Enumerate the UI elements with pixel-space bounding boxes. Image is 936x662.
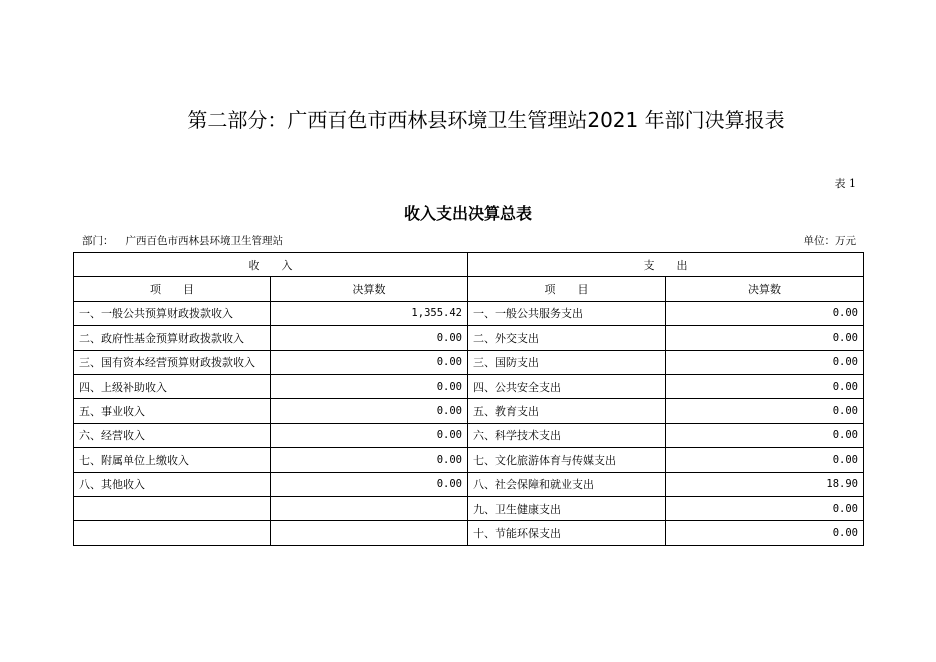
- department-name: 广西百色市西林县环境卫生管理站: [125, 235, 283, 247]
- table-title: 收入支出决算总表: [403, 204, 532, 223]
- expense-amount-cell: 0.00: [666, 448, 864, 472]
- expense-amount-cell: 0.00: [666, 399, 864, 423]
- expense-amount-cell: 0.00: [666, 326, 864, 350]
- income-amount-cell: 0.00: [271, 423, 468, 447]
- table-row: [74, 374, 864, 398]
- expense-amount-cell: 0.00: [666, 374, 864, 398]
- expense-item-cell: 九、卫生健康支出: [468, 496, 666, 520]
- income-amount-cell: 0.00: [271, 399, 468, 423]
- expense-amount-cell: 0.00: [666, 496, 864, 520]
- income-item-cell: [74, 521, 271, 545]
- header-row-group: [74, 253, 864, 277]
- department-line: [82, 233, 283, 248]
- table-row: [74, 326, 864, 350]
- expense-amount-cell: 18.90: [666, 472, 864, 496]
- expense-amount-cell: 0.00: [666, 423, 864, 447]
- income-item-cell: 六、经营收入: [74, 423, 271, 447]
- income-amount-cell: [271, 521, 468, 545]
- income-amount-cell: 0.00: [271, 472, 468, 496]
- expense-amount-header: 决算数: [666, 277, 864, 301]
- income-amount-cell: 1,355.42: [271, 301, 468, 325]
- unit-label: 单位：万元: [803, 235, 856, 247]
- income-item-cell: 五、事业收入: [74, 399, 271, 423]
- expense-item-cell: 三、国防支出: [468, 350, 666, 374]
- table-row: [74, 521, 864, 545]
- expense-header: 支 出: [468, 253, 864, 277]
- income-amount-cell: 0.00: [271, 374, 468, 398]
- expense-item-cell: 二、外交支出: [468, 326, 666, 350]
- expense-item-cell: 六、科学技术支出: [468, 423, 666, 447]
- expense-item-cell: 七、文化旅游体育与传媒支出: [468, 448, 666, 472]
- expense-amount-cell: 0.00: [666, 301, 864, 325]
- table-row: [74, 448, 864, 472]
- expense-item-cell: 一、一般公共服务支出: [468, 301, 666, 325]
- table-row: [74, 350, 864, 374]
- expense-amount-cell: 0.00: [666, 521, 864, 545]
- income-amount-header: 决算数: [271, 277, 468, 301]
- income-item-header: 项 目: [74, 277, 271, 301]
- expense-item-header: 项 目: [468, 277, 666, 301]
- income-amount-cell: [271, 496, 468, 520]
- income-header: 收 入: [74, 253, 468, 277]
- expense-item-cell: 五、教育支出: [468, 399, 666, 423]
- expense-item-cell: 四、公共安全支出: [468, 374, 666, 398]
- page-title: 第二部分：广西百色市西林县环境卫生管理站2021 年部门决算报表: [187, 108, 785, 132]
- expense-amount-cell: 0.00: [666, 350, 864, 374]
- table-row: [74, 496, 864, 520]
- expense-item-cell: 十、节能环保支出: [468, 521, 666, 545]
- table-row: [74, 423, 864, 447]
- income-item-cell: 八、其他收入: [74, 472, 271, 496]
- income-item-cell: 七、附属单位上缴收入: [74, 448, 271, 472]
- header-row-columns: [74, 277, 864, 301]
- income-item-cell: 二、政府性基金预算财政拨款收入: [74, 326, 271, 350]
- income-item-cell: [74, 496, 271, 520]
- expense-item-cell: 八、社会保障和就业支出: [468, 472, 666, 496]
- table-number: 表 1: [834, 177, 856, 190]
- table-row: [74, 399, 864, 423]
- income-amount-cell: 0.00: [271, 448, 468, 472]
- income-item-cell: 三、国有资本经营预算财政拨款收入: [74, 350, 271, 374]
- department-label: 部门：: [82, 235, 114, 247]
- table-row: [74, 472, 864, 496]
- income-item-cell: 一、一般公共预算财政拨款收入: [74, 301, 271, 325]
- income-amount-cell: 0.00: [271, 350, 468, 374]
- table-row: [74, 301, 864, 325]
- income-item-cell: 四、上级补助收入: [74, 374, 271, 398]
- income-expense-table: [73, 252, 864, 546]
- income-amount-cell: 0.00: [271, 326, 468, 350]
